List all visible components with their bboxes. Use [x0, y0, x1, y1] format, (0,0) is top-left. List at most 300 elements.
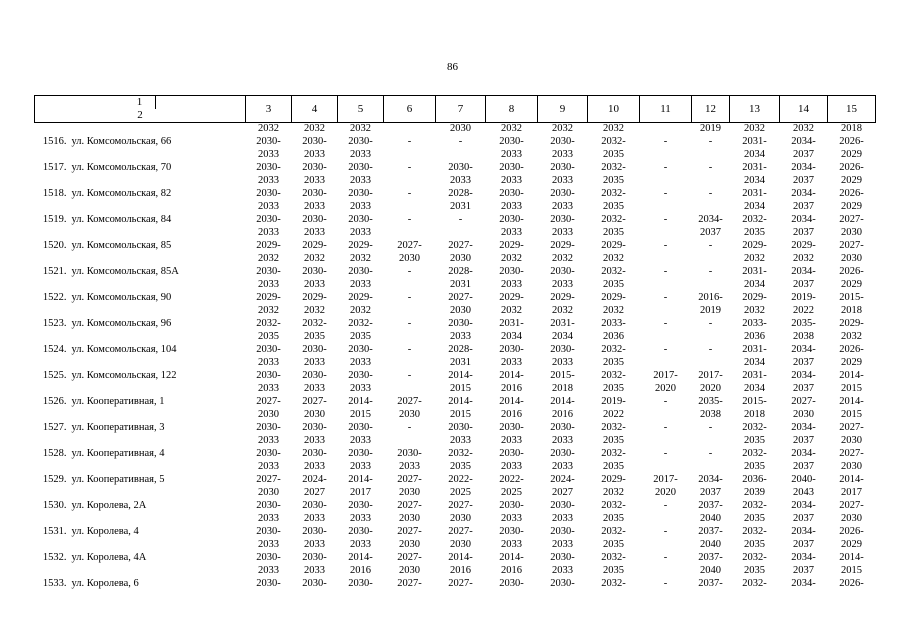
- cell-value: 2030- 2033: [499, 500, 524, 524]
- cell-value: 2033- 2036: [742, 318, 767, 342]
- table-cell: [486, 500, 538, 526]
- table-cell: [538, 422, 588, 448]
- cell-value: 2030- 2033: [302, 266, 327, 290]
- table-cell: [384, 123, 436, 137]
- table-cell: [436, 370, 486, 396]
- cell-value: 2027- 2030: [256, 396, 281, 420]
- table-cell: 2030: [450, 123, 471, 134]
- cell-value: 2029- 2032: [348, 240, 373, 264]
- cell-value: 2030-: [348, 578, 373, 589]
- table-cell: [692, 214, 730, 240]
- cell-value: 2027- 2030: [839, 240, 864, 264]
- table-cell: [730, 292, 780, 318]
- header-cell: 2: [137, 109, 143, 121]
- cell-value: 2027-: [397, 578, 422, 589]
- row-number: 1525.: [42, 370, 67, 381]
- page-number: 86: [447, 61, 458, 73]
- cell-value: 2017- 2020: [653, 370, 678, 394]
- cell-value: 2014- 2016: [499, 552, 524, 576]
- table-cell: [384, 292, 436, 318]
- table-cell: [338, 578, 384, 591]
- table-cell: [828, 552, 876, 578]
- table-cell: [486, 214, 538, 240]
- table-cell: [436, 552, 486, 578]
- table-cell: [730, 578, 780, 591]
- cell-value: 2030- 2033: [550, 214, 575, 238]
- table-cell: [828, 214, 876, 240]
- table-cell: [384, 526, 436, 552]
- table-cell: [640, 123, 692, 137]
- address-label: ул. Королева, 2А: [71, 500, 147, 511]
- table-cell: [292, 266, 338, 292]
- table-cell: [780, 344, 828, 370]
- table-cell: [338, 552, 384, 578]
- table-cell: [436, 526, 486, 552]
- cell-value: 2029- 2032: [742, 292, 767, 316]
- cell-value: -: [663, 292, 668, 303]
- cell-value: 2014- 2017: [348, 474, 373, 498]
- table-cell: [246, 188, 292, 214]
- table-cell: [780, 188, 828, 214]
- table-cell: [338, 136, 384, 162]
- table-cell: [384, 162, 436, 188]
- table-cell: [640, 344, 692, 370]
- cell-value: -: [663, 318, 668, 329]
- cell-name: [35, 578, 246, 591]
- table-cell: [588, 448, 640, 474]
- row-number: 1531.: [42, 526, 67, 537]
- table-cell: [384, 422, 436, 448]
- row-number: 1522.: [42, 292, 67, 303]
- cell-value: 2034-: [791, 578, 816, 589]
- cell-value: 2027- 2030: [302, 396, 327, 420]
- cell-value: -: [407, 188, 412, 199]
- cell-value: 2030- 2033: [550, 344, 575, 368]
- table-cell: [436, 396, 486, 422]
- table-cell: [828, 526, 876, 552]
- header-cell: 5: [338, 96, 384, 123]
- cell-value: 2029- 2032: [550, 292, 575, 316]
- cell-value: 2037-: [698, 578, 723, 589]
- cell-value: 2029- 2032: [839, 318, 864, 342]
- continuation-row: [35, 123, 905, 137]
- cell-value: 2030- 2033: [256, 136, 281, 160]
- cell-value: -: [708, 240, 713, 251]
- cell-value: 2016- 2019: [698, 292, 723, 316]
- table-cell: [692, 474, 730, 500]
- address-label: ул. Королева, 6: [71, 578, 139, 589]
- cell-value: 2032- 2035: [256, 318, 281, 342]
- schedule-table: [34, 95, 905, 591]
- table-cell: [588, 266, 640, 292]
- cell-value: 2014- 2017: [839, 474, 864, 498]
- cell-value: -: [407, 422, 412, 433]
- row-number: 1528.: [42, 448, 67, 459]
- cell-value: 2030- 2033: [499, 266, 524, 290]
- table-cell: [338, 292, 384, 318]
- cell-value: 2030- 2033: [256, 552, 281, 576]
- cell-value: 2032- 2035: [742, 500, 767, 524]
- header-cell: 6: [384, 96, 436, 123]
- cell-value: 2027- 2030: [397, 474, 422, 498]
- table-cell: [246, 500, 292, 526]
- table-cell: [436, 292, 486, 318]
- cell-value: 2028- 2031: [448, 344, 473, 368]
- cell-value: 2030- 2033: [256, 162, 281, 186]
- cell-value: 2030- 2033: [550, 500, 575, 524]
- table-cell: [640, 240, 692, 266]
- cell-value: 2030- 2033: [256, 526, 281, 550]
- table-cell: [730, 344, 780, 370]
- cell-value: 2030- 2033: [256, 214, 281, 238]
- table-cell: [436, 162, 486, 188]
- cell-value: 2029- 2032: [499, 292, 524, 316]
- row-number: 1526.: [42, 396, 67, 407]
- cell-value: 2030- 2033: [348, 266, 373, 290]
- address-label: ул. Королева, 4А: [71, 552, 147, 563]
- cell-value: 2030- 2033: [256, 448, 281, 472]
- table-cell: [538, 188, 588, 214]
- table-cell: [692, 526, 730, 552]
- cell-value: 2014- 2016: [550, 396, 575, 420]
- table-cell: [640, 162, 692, 188]
- address-label: ул. Комсомольская, 96: [71, 318, 172, 329]
- cell-name: [35, 136, 246, 162]
- cell-name: [35, 422, 246, 448]
- table-cell: [730, 188, 780, 214]
- table-cell: [640, 474, 692, 500]
- cell-value: 2030- 2033: [302, 526, 327, 550]
- table-cell: 2019: [700, 123, 721, 134]
- cell-value: 2032- 2035: [601, 422, 626, 446]
- table-cell: [730, 526, 780, 552]
- table-cell: [292, 344, 338, 370]
- table-cell: [338, 396, 384, 422]
- table-cell: [588, 578, 640, 591]
- table-cell: 2032: [304, 123, 325, 134]
- table-cell: [588, 422, 640, 448]
- cell-value: 2030- 2033: [448, 422, 473, 446]
- table-cell: [436, 188, 486, 214]
- table-cell: [292, 162, 338, 188]
- cell-name: [35, 318, 246, 344]
- cell-value: 2027- 2030: [839, 448, 864, 472]
- table-cell: [384, 318, 436, 344]
- cell-name: [35, 448, 246, 474]
- table-cell: [640, 370, 692, 396]
- cell-value: -: [663, 448, 668, 459]
- table-cell: [780, 474, 828, 500]
- cell-value: -: [407, 344, 412, 355]
- cell-name: [35, 123, 246, 137]
- table-cell: [692, 188, 730, 214]
- cell-value: -: [708, 162, 713, 173]
- cell-value: 2029- 2032: [601, 292, 626, 316]
- cell-value: 2030- 2033: [302, 370, 327, 394]
- cell-value: 2031- 2034: [742, 344, 767, 368]
- table-cell: [588, 240, 640, 266]
- cell-value: 2032- 2035: [601, 136, 626, 160]
- cell-value: 2037- 2040: [698, 552, 723, 576]
- cell-value: 2015- 2018: [839, 292, 864, 316]
- cell-value: 2030- 2033: [302, 162, 327, 186]
- cell-value: 2028- 2031: [448, 188, 473, 212]
- cell-value: 2030- 2033: [302, 552, 327, 576]
- table-cell: [692, 396, 730, 422]
- table-cell: [384, 448, 436, 474]
- table-cell: [486, 526, 538, 552]
- table-cell: [588, 396, 640, 422]
- cell-value: 2030- 2033: [550, 552, 575, 576]
- table-cell: [780, 292, 828, 318]
- table-cell: [246, 318, 292, 344]
- cell-value: -: [407, 292, 412, 303]
- cell-value: -: [458, 136, 463, 147]
- table-cell: [692, 422, 730, 448]
- cell-value: 2035- 2038: [698, 396, 723, 420]
- table-cell: [538, 292, 588, 318]
- table-cell: [692, 500, 730, 526]
- cell-value: 2027- 2030: [791, 396, 816, 420]
- cell-name: [35, 240, 246, 266]
- table-cell: [588, 500, 640, 526]
- row-number: 1533.: [42, 578, 67, 589]
- table-cell: [538, 214, 588, 240]
- header-cell: 13: [730, 96, 780, 123]
- cell-value: -: [663, 162, 668, 173]
- cell-value: -: [663, 578, 668, 589]
- table-cell: [436, 422, 486, 448]
- table-row: [35, 292, 905, 318]
- table-cell: [436, 318, 486, 344]
- table-cell: [588, 188, 640, 214]
- table-cell: [780, 552, 828, 578]
- cell-value: -: [407, 370, 412, 381]
- table-cell: [436, 344, 486, 370]
- table-cell: [828, 162, 876, 188]
- cell-value: -: [407, 266, 412, 277]
- table-cell: [292, 474, 338, 500]
- header-cell: 10: [588, 96, 640, 123]
- table-cell: [292, 500, 338, 526]
- cell-value: 2026- 2029: [839, 344, 864, 368]
- cell-value: 2040- 2043: [791, 474, 816, 498]
- table-cell: [384, 474, 436, 500]
- cell-value: 2036- 2039: [742, 474, 767, 498]
- cell-value: 2029- 2032: [550, 240, 575, 264]
- table-cell: [246, 344, 292, 370]
- cell-value: 2034- 2037: [791, 500, 816, 524]
- table-cell: [538, 474, 588, 500]
- table-cell: [588, 526, 640, 552]
- table-cell: [538, 396, 588, 422]
- cell-value: -: [663, 396, 668, 407]
- cell-value: 2032- 2035: [601, 188, 626, 212]
- cell-value: 2030- 2033: [448, 318, 473, 342]
- table-cell: [436, 448, 486, 474]
- address-label: ул. Комсомольская, 122: [71, 370, 177, 381]
- cell-value: 2032- 2035: [601, 162, 626, 186]
- table-cell: [486, 266, 538, 292]
- table-cell: [538, 136, 588, 162]
- header-cell: 9: [538, 96, 588, 123]
- table-cell: [640, 448, 692, 474]
- table-cell: [538, 526, 588, 552]
- table-row: [35, 240, 905, 266]
- cell-value: 2032- 2035: [601, 448, 626, 472]
- cell-value: -: [663, 188, 668, 199]
- table-cell: [436, 214, 486, 240]
- cell-value: 2030- 2033: [256, 500, 281, 524]
- table-cell: [640, 396, 692, 422]
- cell-value: 2014- 2015: [448, 396, 473, 420]
- address-label: ул. Комсомольская, 70: [71, 162, 172, 173]
- header-cell: 11: [640, 96, 692, 123]
- table-body: [35, 123, 905, 592]
- cell-value: 2030- 2033: [499, 422, 524, 446]
- table-row: [35, 344, 905, 370]
- cell-value: 2014- 2015: [839, 370, 864, 394]
- cell-name: [35, 500, 246, 526]
- table-cell: [338, 422, 384, 448]
- cell-value: 2027- 2030: [397, 240, 422, 264]
- cell-value: 2014- 2015: [839, 396, 864, 420]
- table-cell: [338, 526, 384, 552]
- table-cell: [730, 370, 780, 396]
- row-number: 1516.: [42, 136, 67, 147]
- cell-value: 2026- 2029: [839, 136, 864, 160]
- cell-value: -: [663, 136, 668, 147]
- table-cell: [292, 318, 338, 344]
- cell-value: -: [708, 344, 713, 355]
- table-cell: [640, 552, 692, 578]
- table-cell: 2018: [841, 123, 862, 134]
- cell-name: [35, 474, 246, 500]
- table-cell: [384, 370, 436, 396]
- table-cell: [538, 162, 588, 188]
- cell-value: 2030- 2033: [256, 266, 281, 290]
- table-cell: [730, 552, 780, 578]
- table-cell: [486, 240, 538, 266]
- cell-value: 2030- 2033: [256, 370, 281, 394]
- table-cell: [828, 266, 876, 292]
- cell-value: 2019- 2022: [601, 396, 626, 420]
- table-cell: [246, 474, 292, 500]
- table-row: [35, 370, 905, 396]
- table-cell: [486, 188, 538, 214]
- table-cell: [486, 448, 538, 474]
- cell-value: 2030- 2033: [550, 136, 575, 160]
- table-cell: [588, 552, 640, 578]
- table-cell: [828, 448, 876, 474]
- table-cell: [692, 240, 730, 266]
- table-row: [35, 552, 905, 578]
- table-cell: [246, 266, 292, 292]
- cell-value: 2034- 2037: [791, 552, 816, 576]
- address-label: ул. Комсомольская, 85А: [71, 266, 179, 277]
- row-number: 1524.: [42, 344, 67, 355]
- cell-value: 2029- 2032: [742, 240, 767, 264]
- cell-value: 2014- 2016: [348, 552, 373, 576]
- table-cell: 2032: [350, 123, 371, 134]
- cell-value: 2027- 2030: [397, 396, 422, 420]
- cell-value: 2030- 2033: [550, 422, 575, 446]
- table-cell: [730, 448, 780, 474]
- cell-value: 2027- 2030: [448, 500, 473, 524]
- cell-value: 2029- 2032: [302, 240, 327, 264]
- cell-name: [35, 344, 246, 370]
- cell-value: 2022- 2025: [499, 474, 524, 498]
- table-cell: [828, 240, 876, 266]
- table-cell: [538, 552, 588, 578]
- table-cell: [640, 266, 692, 292]
- cell-value: 2030- 2033: [348, 422, 373, 446]
- table-cell: [730, 318, 780, 344]
- cell-value: 2017- 2020: [698, 370, 723, 394]
- cell-value: 2034- 2037: [791, 422, 816, 446]
- row-number: 1519.: [42, 214, 67, 225]
- table-cell: [246, 552, 292, 578]
- table-cell: [730, 422, 780, 448]
- cell-value: 2032- 2035: [448, 448, 473, 472]
- cell-value: 2029- 2032: [791, 240, 816, 264]
- cell-name: [35, 396, 246, 422]
- table-cell: [780, 266, 828, 292]
- cell-value: 2030-: [499, 578, 524, 589]
- table-cell: [486, 136, 538, 162]
- cell-value: 2014- 2016: [499, 396, 524, 420]
- table-cell: [588, 318, 640, 344]
- cell-value: 2030- 2033: [348, 162, 373, 186]
- cell-value: 2029- 2032: [499, 240, 524, 264]
- table-cell: [538, 448, 588, 474]
- table-cell: [486, 396, 538, 422]
- cell-value: 2026- 2029: [839, 188, 864, 212]
- table-row: [35, 526, 905, 552]
- table-cell: [730, 474, 780, 500]
- table-cell: 2032: [793, 123, 814, 134]
- table-cell: [588, 292, 640, 318]
- table-cell: 2032: [552, 123, 573, 134]
- table-row: [35, 396, 905, 422]
- cell-name: [35, 266, 246, 292]
- table-cell: [538, 370, 588, 396]
- header-cell: 8: [486, 96, 538, 123]
- cell-name: [35, 552, 246, 578]
- address-label: ул. Королева, 4: [71, 526, 139, 537]
- header-cell: [35, 96, 246, 123]
- table-cell: [640, 214, 692, 240]
- header-cell: 1: [125, 96, 156, 109]
- header-cell: 4: [292, 96, 338, 123]
- cell-value: 2030- 2033: [550, 526, 575, 550]
- table-cell: [246, 422, 292, 448]
- cell-value: 2032- 2035: [601, 370, 626, 394]
- cell-value: -: [708, 266, 713, 277]
- table-cell: 2032: [501, 123, 522, 134]
- cell-value: 2031- 2034: [499, 318, 524, 342]
- table-cell: [384, 136, 436, 162]
- table-cell: [692, 266, 730, 292]
- table-cell: [588, 370, 640, 396]
- table-row: [35, 448, 905, 474]
- cell-value: 2024- 2027: [550, 474, 575, 498]
- table-cell: [292, 214, 338, 240]
- address-label: ул. Кооперативная, 3: [71, 422, 165, 433]
- cell-value: 2032- 2035: [348, 318, 373, 342]
- table-cell: [338, 370, 384, 396]
- table-cell: [828, 318, 876, 344]
